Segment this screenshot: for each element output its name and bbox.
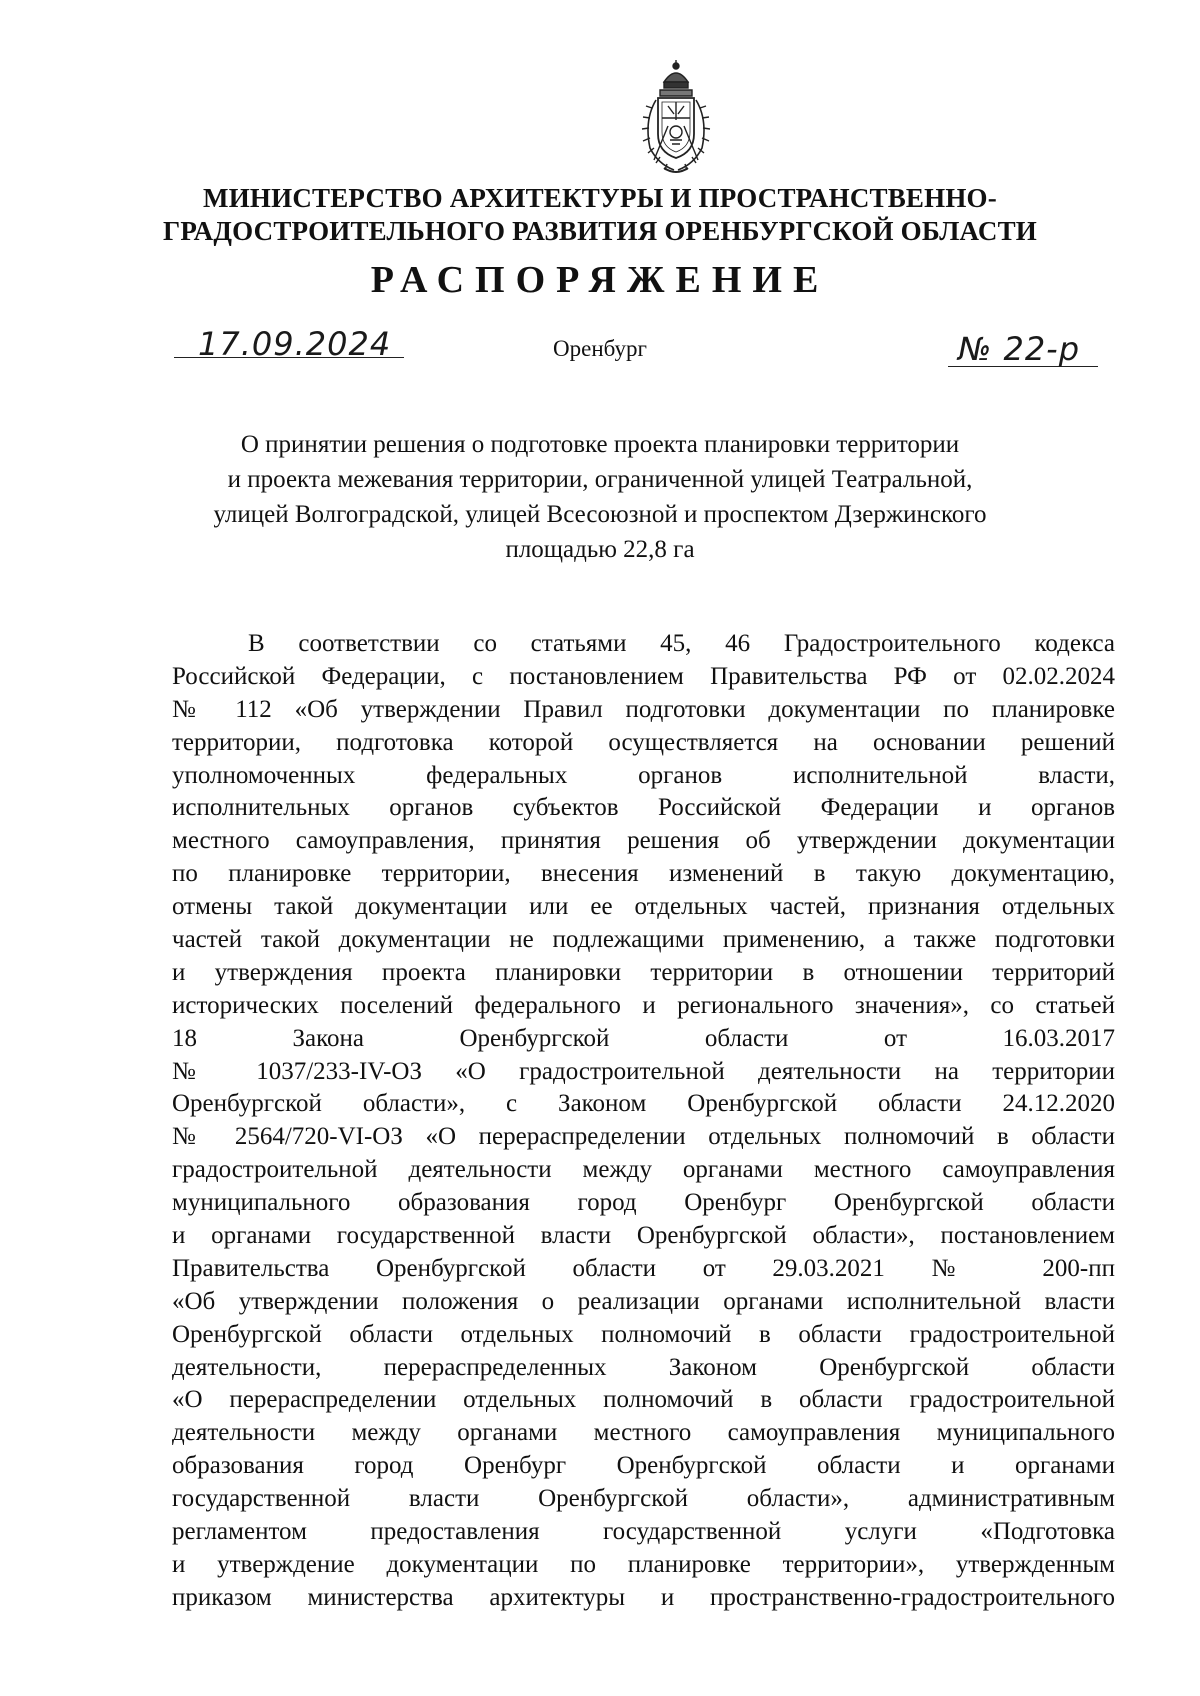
- subject-line: улицей Волгоградской, улицей Всесоюзной и проспектом Дзержинского: [213, 501, 987, 528]
- body-line: муниципального образования город Оренбург Оренбургской области: [172, 1189, 1115, 1217]
- body-line: В соответствии со статьями 45, 46 Градостроительного кодекса: [248, 630, 1115, 657]
- body-line: Оренбургской области отдельных полномочий в области градостроительной: [172, 1320, 1115, 1348]
- ministry-title-line-2: ГРАДОСТРОИТЕЛЬНОГО РАЗВИТИЯ ОРЕНБУРГСКОЙ ОБЛАСТИ: [163, 216, 1037, 246]
- subject-line: О принятии решения о подготовке проекта планировки территории: [240, 431, 960, 458]
- subject-line: площадью 22,8 га: [505, 536, 695, 563]
- body-line: Оренбургской области», с Законом Оренбургской области 24.12.2020: [172, 1090, 1115, 1118]
- body-line: и утверждения проекта планировки территории в отношении территорий: [172, 958, 1115, 986]
- ministry-title-line-1: МИНИСТЕРСТВО АРХИТЕКТУРЫ И ПРОСТРАНСТВЕННО-: [203, 183, 997, 213]
- document-subject: [160, 427, 1040, 567]
- body-line: образования город Оренбург Оренбургской области и органами: [172, 1452, 1115, 1480]
- body-line: по планировке территории, внесения изменений в такую документацию,: [172, 860, 1115, 888]
- body-line: градостроительной деятельности между органами местного самоуправления: [172, 1156, 1115, 1184]
- ministry-title: [150, 182, 1050, 248]
- handwritten-date: 17.09.2024: [198, 325, 392, 363]
- body-line: уполномоченных федеральных органов исполнительной власти,: [172, 761, 1115, 789]
- body-line: исторических поселений федерального и регионального значения», со статьей: [172, 991, 1115, 1019]
- body-line: № 112 «Об утверждении Правил подготовки документации по планировке: [172, 695, 1115, 723]
- body-line: «О перераспределении отдельных полномочий в области градостроительной: [172, 1386, 1115, 1414]
- coat-of-arms-emblem: [634, 60, 718, 176]
- body-line: местного самоуправления, принятия решения об утверждении документации: [172, 827, 1115, 855]
- body-line: приказом министерства архитектуры и пространственно-градостроительного: [172, 1583, 1115, 1611]
- body-line: № 2564/720-VI-ОЗ «О перераспределении отдельных полномочий в области: [172, 1123, 1115, 1151]
- body-line: деятельности между органами местного самоуправления муниципального: [172, 1419, 1115, 1447]
- body-line: регламентом предоставления государственной услуги «Подготовка: [172, 1518, 1115, 1546]
- body-line: исполнительных органов субъектов Российской Федерации и органов: [172, 794, 1115, 822]
- handwritten-number: № 22-р: [958, 330, 1081, 368]
- subject-line: и проекта межевания территории, ограниченной улицей Театральной,: [227, 466, 973, 493]
- body-line: отмены такой документации или ее отдельных частей, признания отдельных: [172, 893, 1115, 921]
- city-name: Оренбург: [553, 336, 647, 361]
- body-line: деятельности, перераспределенных Законом Оренбургской области: [172, 1353, 1115, 1381]
- body-line: и органами государственной власти Оренбургской области», постановлением: [172, 1222, 1115, 1250]
- body-line: территории, подготовка которой осуществляется на основании решений: [172, 728, 1115, 756]
- document-body: [172, 628, 1115, 1615]
- body-line: частей такой документации не подлежащими применению, а также подготовки: [172, 926, 1115, 954]
- body-line: 18 Закона Оренбургской области от 16.03.2017: [172, 1024, 1115, 1052]
- body-line: № 1037/233-IV-ОЗ «О градостроительной деятельности на территории: [172, 1057, 1115, 1085]
- body-line: и утверждение документации по планировке территории», утвержденным: [172, 1550, 1115, 1578]
- document-type-heading: РАСПОРЯЖЕНИЕ: [370, 259, 830, 301]
- body-line: Российской Федерации, с постановлением Правительства РФ от 02.02.2024: [172, 662, 1115, 690]
- body-line: Правительства Оренбургской области от 29.03.2021 № 200-пп: [172, 1254, 1115, 1282]
- body-line: «Об утверждении положения о реализации органами исполнительной власти: [172, 1287, 1115, 1315]
- body-line: государственной власти Оренбургской области», административным: [172, 1485, 1115, 1513]
